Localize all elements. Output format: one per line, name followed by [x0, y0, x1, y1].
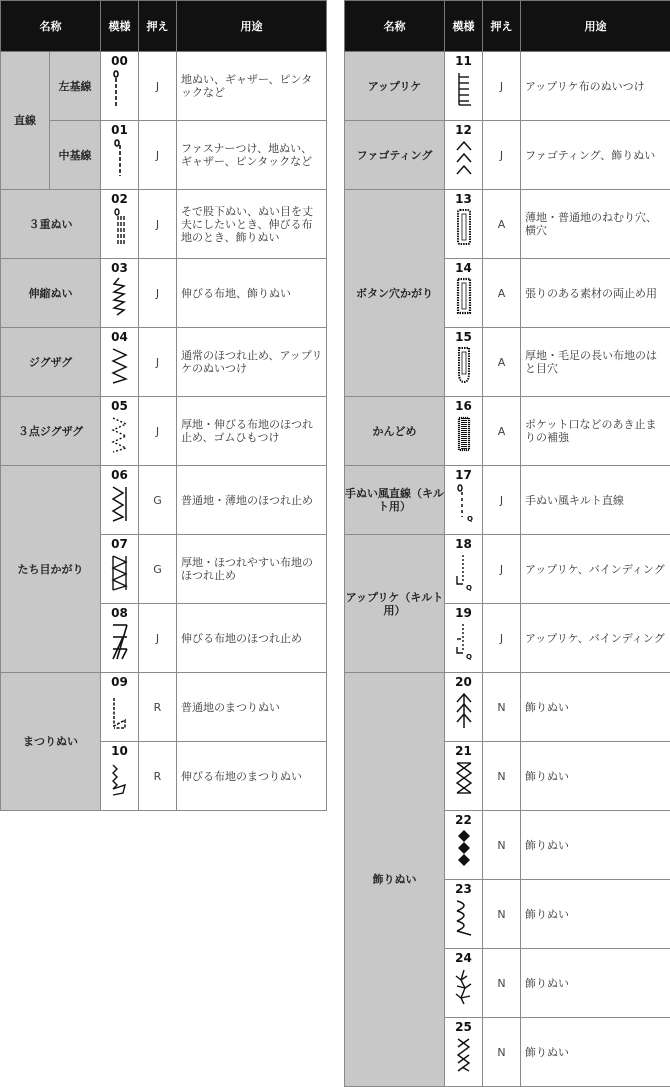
use-text: ファゴティング、飾りぬい: [521, 121, 670, 190]
foot-type: N: [483, 949, 521, 1018]
overcast-icon: [109, 483, 131, 523]
pattern-number: 11: [445, 55, 482, 68]
pattern-number: 08: [101, 607, 138, 620]
pattern-number: 00: [101, 55, 138, 68]
use-text: 手ぬい風キルト直線: [521, 466, 670, 535]
pattern-number: 18: [445, 538, 482, 551]
header-use: 用途: [177, 1, 327, 52]
table-row: [1, 328, 327, 397]
table-row: [345, 397, 670, 466]
use-text: 飾りぬい: [521, 880, 670, 949]
category-overcast: たち目かがり: [1, 466, 101, 673]
use-text: 地ぬい、ギャザー、ピンタックなど: [177, 52, 327, 121]
pattern-number: 14: [445, 262, 482, 275]
buttonhole-square-icon: [453, 276, 475, 316]
foot-type: N: [483, 880, 521, 949]
foot-type: J: [483, 52, 521, 121]
use-text: アップリケ、バインディング: [521, 604, 670, 673]
pattern-number: 20: [445, 676, 482, 689]
header-pattern: 模様: [101, 1, 139, 52]
category-zigzag: ジグザグ: [1, 328, 101, 397]
header-foot: 押え: [483, 1, 521, 52]
header-name: 名称: [345, 1, 445, 52]
use-text: 伸びる布地のほつれ止め: [177, 604, 327, 673]
category-applique: アップリケ: [345, 52, 445, 121]
feather-stitch-icon: [453, 690, 475, 730]
fagoting-icon: [453, 138, 475, 178]
category-blind-hem: まつりぬい: [1, 673, 101, 811]
use-text: 普通地・薄地のほつれ止め: [177, 466, 327, 535]
applique-icon: [453, 69, 475, 109]
pattern-number: 21: [445, 745, 482, 758]
bar-tack-icon: [453, 414, 475, 454]
foot-type: A: [483, 328, 521, 397]
svg-text:Q: Q: [466, 653, 472, 661]
foot-type: J: [139, 190, 177, 259]
use-text: 伸びる布地、飾りぬい: [177, 259, 327, 328]
pattern-number: 13: [445, 193, 482, 206]
use-text: 飾りぬい: [521, 811, 670, 880]
pattern-number: 10: [101, 745, 138, 758]
pattern-number: 03: [101, 262, 138, 275]
cross-stitch-icon: [453, 759, 475, 799]
use-text: ファスナーつけ、地ぬい、ギャザー、ピンタックなど: [177, 121, 327, 190]
blind-hem-icon: [109, 690, 131, 730]
foot-type: J: [139, 397, 177, 466]
svg-text:Q: Q: [467, 515, 473, 523]
category-triple-stitch: ３重ぬい: [1, 190, 101, 259]
table-row: [345, 673, 670, 742]
foot-type: J: [483, 604, 521, 673]
foot-type: J: [139, 259, 177, 328]
buttonhole-keyhole-icon: [453, 345, 475, 385]
table-row: [1, 121, 327, 190]
foot-type: J: [483, 121, 521, 190]
overcast-stretch-icon: [109, 621, 131, 661]
pattern-number: 19: [445, 607, 482, 620]
use-text: 飾りぬい: [521, 673, 670, 742]
svg-text:Q: Q: [466, 584, 472, 592]
use-text: 飾りぬい: [521, 742, 670, 811]
foot-type: J: [139, 52, 177, 121]
foot-type: R: [139, 742, 177, 811]
pattern-number: 16: [445, 400, 482, 413]
foot-type: A: [483, 397, 521, 466]
herringbone-stitch-icon: [453, 1035, 475, 1075]
pattern-number: 01: [101, 124, 138, 137]
foot-type: N: [483, 811, 521, 880]
table-row: [1, 397, 327, 466]
pattern-number: 22: [445, 814, 482, 827]
quilt-applique-icon: [453, 552, 475, 592]
table-row: [345, 121, 670, 190]
pattern-number: 23: [445, 883, 482, 896]
use-text: 飾りぬい: [521, 949, 670, 1018]
pattern-number: 24: [445, 952, 482, 965]
subcategory-left-baseline: 左基線: [50, 52, 101, 121]
use-text: 通常のほつれ止め、アップリケのぬいつけ: [177, 328, 327, 397]
category-quilt-straight: 手ぬい風直線（キルト用）: [345, 466, 445, 535]
pattern-number: 07: [101, 538, 138, 551]
foot-type: J: [483, 535, 521, 604]
use-text: 厚地・毛足の長い布地のはと目穴: [521, 328, 670, 397]
pattern-number: 04: [101, 331, 138, 344]
foot-type: N: [483, 673, 521, 742]
table-row: [345, 190, 670, 259]
pattern-number: 17: [445, 469, 482, 482]
use-text: 厚地・伸びる布地のほつれ止め、ゴムひもつけ: [177, 397, 327, 466]
category-bar-tack: かんどめ: [345, 397, 445, 466]
foot-type: J: [139, 121, 177, 190]
table-row: [1, 52, 327, 121]
use-text: ポケット口などのあき止まりの補強: [521, 397, 670, 466]
pattern-number: 09: [101, 676, 138, 689]
pattern-number: 06: [101, 469, 138, 482]
foot-type: R: [139, 673, 177, 742]
buttonhole-round-icon: [453, 207, 475, 247]
category-quilt-applique: アップリケ（キルト用）: [345, 535, 445, 673]
use-text: そで股下ぬい、ぬい目を丈夫にしたいとき、伸びる布地のとき、飾りぬい: [177, 190, 327, 259]
header-foot: 押え: [139, 1, 177, 52]
pattern-number: 25: [445, 1021, 482, 1034]
diamond-stitch-icon: [453, 828, 475, 868]
foot-type: A: [483, 259, 521, 328]
category-three-point-zigzag: ３点ジグザグ: [1, 397, 101, 466]
foot-type: G: [139, 535, 177, 604]
header-name: 名称: [1, 1, 101, 52]
use-text: 薄地・普通地のねむり穴、横穴: [521, 190, 670, 259]
category-straight: 直線: [1, 52, 50, 190]
use-text: 厚地・ほつれやすい布地のほつれ止め: [177, 535, 327, 604]
use-text: 普通地のまつりぬい: [177, 673, 327, 742]
foot-type: N: [483, 1018, 521, 1087]
use-text: 飾りぬい: [521, 1018, 670, 1087]
pattern-number: 12: [445, 124, 482, 137]
stitch-table-left: [0, 0, 327, 811]
three-point-zigzag-icon: [109, 414, 131, 454]
table-row: [1, 259, 327, 328]
pattern-number: 02: [101, 193, 138, 206]
quilt-straight-icon: [453, 483, 475, 523]
stretch-stitch-icon: [109, 276, 131, 316]
table-row: [345, 52, 670, 121]
use-text: アップリケ、バインディング: [521, 535, 670, 604]
straight-center-icon: [109, 138, 131, 178]
category-stretch-stitch: 伸縮ぬい: [1, 259, 101, 328]
table-row: [345, 466, 670, 535]
foot-type: J: [139, 328, 177, 397]
stitch-table-right: [344, 0, 670, 1087]
category-fagoting: ファゴティング: [345, 121, 445, 190]
table-row: [345, 535, 670, 604]
use-text: 伸びる布地のまつりぬい: [177, 742, 327, 811]
subcategory-center-baseline: 中基線: [50, 121, 101, 190]
use-text: 張りのある素材の両止め用: [521, 259, 670, 328]
foot-type: N: [483, 742, 521, 811]
table-row: [1, 190, 327, 259]
overcast-heavy-icon: [109, 552, 131, 592]
foot-type: J: [139, 604, 177, 673]
straight-left-icon: [109, 69, 131, 109]
foot-type: G: [139, 466, 177, 535]
table-row: [1, 673, 327, 742]
quilt-applique-alt-icon: [453, 621, 475, 661]
blind-hem-stretch-icon: [109, 759, 131, 799]
zigzag-icon: [109, 345, 131, 385]
foot-type: A: [483, 190, 521, 259]
triple-stitch-icon: [109, 207, 131, 247]
fern-stitch-icon: [453, 966, 475, 1006]
pattern-number: 15: [445, 331, 482, 344]
category-buttonhole: ボタン穴かがり: [345, 190, 445, 397]
foot-type: J: [483, 466, 521, 535]
scallop-stitch-icon: [453, 897, 475, 937]
table-row: [1, 466, 327, 535]
category-decorative: 飾りぬい: [345, 673, 445, 1087]
use-text: アップリケ布のぬいつけ: [521, 52, 670, 121]
header-use: 用途: [521, 1, 670, 52]
pattern-number: 05: [101, 400, 138, 413]
header-pattern: 模様: [445, 1, 483, 52]
